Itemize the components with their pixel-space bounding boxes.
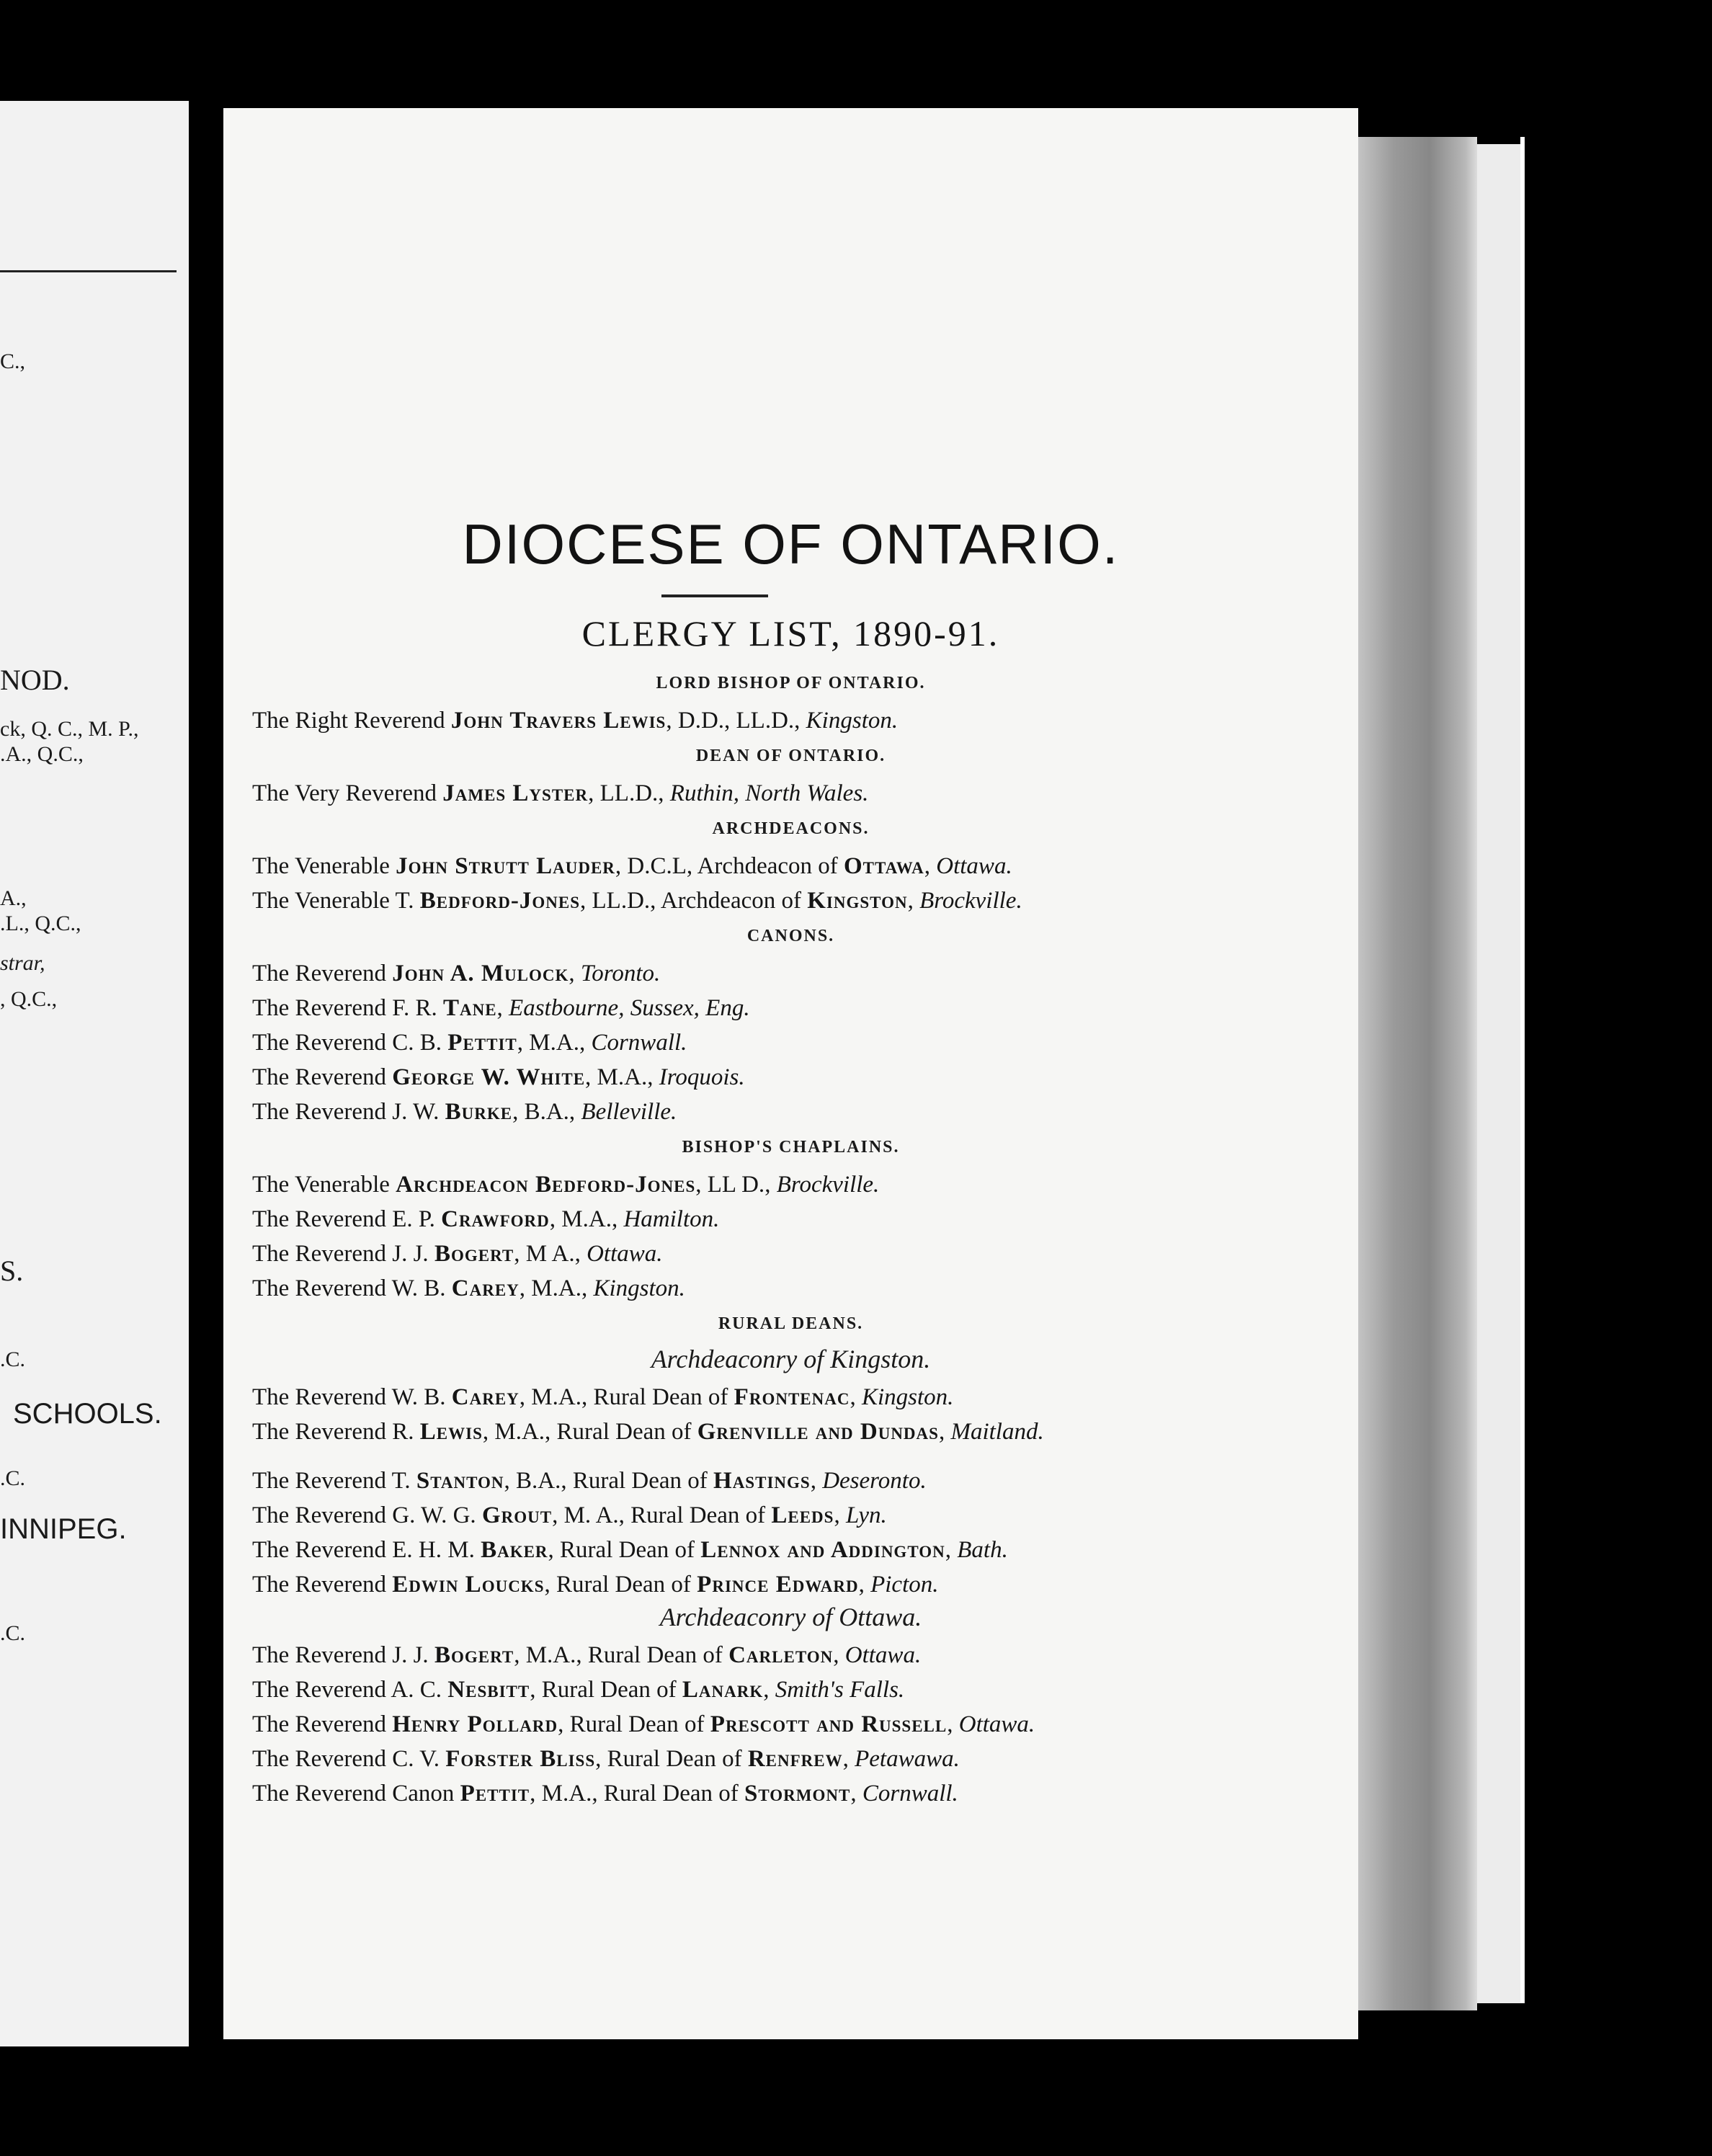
entry-title: The Reverend <box>252 1572 386 1598</box>
clergy-entry: The Reverend G. W. G. Grout, M. A., Rural Dean of Leeds, Lyn. <box>252 1502 887 1528</box>
clergy-location: Belleville. <box>581 1099 677 1125</box>
clergy-credentials: M.A. <box>494 1419 545 1445</box>
entry-jurisdiction: Lennox and Addington <box>700 1537 945 1563</box>
entry-title: The Reverend C. V. <box>252 1746 440 1772</box>
entry-office: , Rural Dean of <box>595 1746 742 1772</box>
clergy-name: Edwin Loucks <box>392 1572 545 1598</box>
clergy-location: Ottawa. <box>587 1241 663 1267</box>
clergy-location: Brockville. <box>776 1172 880 1198</box>
entry-jurisdiction: Lanark <box>682 1677 764 1703</box>
archdeaconry-heading: Archdeaconry of Kingston. <box>651 1345 931 1373</box>
clergy-location: Cornwall. <box>862 1781 958 1807</box>
entry-title: The Reverend R. <box>252 1419 414 1445</box>
clergy-entry: The Reverend R. Lewis, M.A., Rural Dean of Grenville and Dundas, Maitland. <box>252 1419 1044 1445</box>
entry-jurisdiction: Ottawa <box>844 853 924 879</box>
clergy-location: Bath. <box>957 1537 1008 1563</box>
clergy-entry: The Reverend Canon Pettit, M.A., Rural Dean of Stormont, Cornwall. <box>252 1781 958 1807</box>
clergy-name: Forster Bliss <box>445 1746 596 1772</box>
entry-office: , Rural Dean of <box>544 1572 691 1598</box>
entry-title: The Venerable <box>252 853 390 879</box>
clergy-entry: The Very Reverend James Lyster, LL.D., Ruthin, North Wales. <box>252 780 869 806</box>
clergy-credentials: D.D., LL.D. <box>677 708 795 734</box>
entry-title: The Reverend G. W. G. <box>252 1502 476 1528</box>
clergy-location: Picton. <box>870 1572 939 1598</box>
clergy-entry: The Reverend C. B. Pettit, M.A., Cornwall. <box>252 1030 687 1056</box>
clergy-credentials: M.A. <box>531 1384 581 1410</box>
clergy-location: Ruthin, North Wales. <box>669 780 869 806</box>
entry-office: , Rural Dean of <box>581 1384 728 1410</box>
clergy-name: Baker <box>481 1537 548 1563</box>
clergy-entry: The Reverend E. H. M. Baker, Rural Dean of Lennox and Addington, Bath. <box>252 1537 1008 1563</box>
left-fragment: , Q.C., <box>0 987 58 1011</box>
clergy-name: Archdeacon Bedford-Jones <box>396 1172 696 1198</box>
entry-jurisdiction: Hastings <box>713 1468 811 1494</box>
clergy-location: Eastbourne, Sussex, Eng. <box>509 995 750 1021</box>
clergy-credentials: M A. <box>525 1241 575 1267</box>
clergy-entry: The Reverend J. J. Bogert, M.A., Rural Dean of Carleton, Ottawa. <box>252 1642 922 1668</box>
clergy-credentials: M.A. <box>561 1206 612 1232</box>
clergy-location: Ottawa. <box>844 1642 922 1668</box>
entry-title: The Reverend E. P. <box>252 1206 435 1232</box>
clergy-entry: The Right Reverend John Travers Lewis, D.D., LL.D., Kingston. <box>252 708 899 734</box>
clergy-location: Petawawa. <box>855 1746 960 1772</box>
clergy-location: Hamilton. <box>623 1206 720 1232</box>
page-edge <box>1520 137 1525 2003</box>
section-heading: LORD BISHOP OF ONTARIO. <box>656 674 926 692</box>
entry-title: The Reverend <box>252 961 386 986</box>
clergy-location: Kingston. <box>861 1384 954 1410</box>
clergy-entry: The Venerable Archdeacon Bedford-Jones, LL D., Brockville. <box>252 1172 880 1198</box>
clergy-entry: The Venerable T. Bedford-Jones, LL.D., Archdeacon of Kingston, Brockville. <box>252 888 1022 914</box>
entry-jurisdiction: Carleton <box>728 1642 834 1668</box>
title-rule <box>661 594 768 597</box>
clergy-name: Carey <box>451 1275 520 1301</box>
clergy-entry: The Reverend E. P. Crawford, M.A., Hamilton. <box>252 1206 720 1232</box>
left-fragment: S. <box>0 1255 24 1287</box>
clergy-entry: The Reverend T. Stanton, B.A., Rural Dean of Hastings, Deseronto. <box>252 1468 927 1494</box>
clergy-credentials: LL.D. <box>592 888 651 914</box>
clergy-name: Crawford <box>441 1206 550 1232</box>
left-fragment: .C. <box>0 1348 26 1371</box>
clergy-entry: The Reverend John A. Mulock, Toronto. <box>252 961 661 986</box>
left-fragment: .C. <box>0 1621 26 1645</box>
clergy-entry: The Venerable John Strutt Lauder, D.C.L, Archdeacon of Ottawa, Ottawa. <box>252 853 1012 879</box>
clergy-name: Bogert <box>434 1241 514 1267</box>
clergy-name: James Lyster <box>442 780 589 806</box>
clergy-entry: The Reverend W. B. Carey, M.A., Rural Dean of Frontenac, Kingston. <box>252 1384 954 1410</box>
clergy-location: Maitland. <box>950 1419 1044 1445</box>
main-page <box>223 108 1358 2039</box>
left-fragment: C., <box>0 349 26 373</box>
entry-title: The Right Reverend <box>252 708 445 734</box>
clergy-entry: The Reverend A. C. Nesbitt, Rural Dean of Lanark, Smith's Falls. <box>252 1677 905 1703</box>
entry-title: The Reverend T. <box>252 1468 411 1494</box>
entry-office: , Rural Dean of <box>558 1711 705 1737</box>
page-subtitle: CLERGY LIST, 1890-91. <box>581 613 1000 654</box>
clergy-credentials: LL D. <box>707 1172 765 1198</box>
clergy-credentials: B.A. <box>524 1099 569 1125</box>
left-fragment: SCHOOLS. <box>13 1398 162 1430</box>
entry-title: The Reverend <box>252 1064 386 1090</box>
clergy-location: Lyn. <box>845 1502 887 1528</box>
clergy-entry: The Reverend J. W. Burke, B.A., Belleville. <box>252 1099 677 1125</box>
clergy-credentials: M.A. <box>541 1781 592 1807</box>
left-fragment: .C. <box>0 1466 26 1490</box>
page-title: DIOCESE OF ONTARIO. <box>462 512 1120 576</box>
clergy-location: Ottawa. <box>958 1711 1035 1737</box>
entry-title: The Reverend J. W. <box>252 1099 440 1125</box>
clergy-credentials: D.C.L <box>627 853 687 879</box>
entry-title: The Venerable <box>252 1172 390 1198</box>
left-fragment: A., <box>0 886 27 910</box>
clergy-name: Grout <box>481 1502 553 1528</box>
clergy-location: Deseronto. <box>822 1468 927 1494</box>
clergy-entry: The Reverend Henry Pollard, Rural Dean of Prescott and Russell, Ottawa. <box>252 1711 1035 1737</box>
entry-office: , Rural Dean of <box>561 1468 708 1494</box>
entry-title: The Reverend F. R. <box>252 995 437 1021</box>
entry-office: , Archdeacon of <box>686 853 838 879</box>
clergy-location: Kingston. <box>593 1275 685 1301</box>
clergy-entry: The Reverend Edwin Loucks, Rural Dean of Prince Edward, Picton. <box>252 1572 939 1598</box>
entry-jurisdiction: Stormont <box>744 1781 851 1807</box>
clergy-location: Ottawa. <box>936 853 1012 879</box>
clergy-credentials: M. A. <box>563 1502 619 1528</box>
left-page-fragment <box>0 101 189 2046</box>
entry-jurisdiction: Renfrew <box>747 1746 843 1772</box>
left-fragment: .A., Q.C., <box>0 742 84 766</box>
section-heading: ARCHDEACONS. <box>712 819 870 838</box>
entry-jurisdiction: Kingston <box>807 888 908 914</box>
clergy-name: George W. White <box>392 1064 586 1090</box>
clergy-credentials: LL.D. <box>599 780 659 806</box>
page-edge <box>1477 144 1520 2003</box>
clergy-name: John Travers Lewis <box>450 708 666 734</box>
clergy-location: Smith's Falls. <box>775 1677 905 1703</box>
clergy-name: Henry Pollard <box>392 1711 558 1737</box>
clergy-name: Pettit <box>447 1030 517 1056</box>
clergy-credentials: M.A. <box>529 1030 579 1056</box>
left-page-rule <box>0 270 177 272</box>
clergy-credentials: M.A. <box>531 1275 581 1301</box>
entry-title: The Reverend A. C. <box>252 1677 442 1703</box>
left-fragment: NOD. <box>0 664 70 696</box>
entry-title: The Very Reverend <box>252 780 437 806</box>
entry-title: The Reverend <box>252 1711 386 1737</box>
entry-title: The Reverend C. B. <box>252 1030 442 1056</box>
clergy-entry: The Reverend W. B. Carey, M.A., Kingston. <box>252 1275 685 1301</box>
clergy-location: Toronto. <box>580 961 661 986</box>
entry-title: The Reverend J. J. <box>252 1241 429 1267</box>
clergy-name: Stanton <box>416 1468 504 1494</box>
clergy-entry: The Reverend George W. White, M.A., Iroquois. <box>252 1064 745 1090</box>
clergy-credentials: M.A. <box>525 1642 576 1668</box>
section-heading: CANONS. <box>746 927 835 945</box>
left-fragment: ck, Q. C., M. P., <box>0 717 139 741</box>
entry-jurisdiction: Frontenac <box>734 1384 850 1410</box>
clergy-name: Nesbitt <box>447 1677 530 1703</box>
clergy-name: Tane <box>442 995 497 1021</box>
clergy-name: Bogert <box>434 1642 514 1668</box>
section-heading: RURAL DEANS. <box>718 1314 864 1333</box>
entry-jurisdiction: Prescott and Russell <box>710 1711 948 1737</box>
clergy-name: Pettit <box>460 1781 530 1807</box>
entry-title: The Venerable T. <box>252 888 414 914</box>
entry-title: The Reverend W. B. <box>252 1384 446 1410</box>
entry-title: The Reverend W. B. <box>252 1275 446 1301</box>
left-fragment: strar, <box>0 951 45 975</box>
entry-title: The Reverend E. H. M. <box>252 1537 475 1563</box>
entry-jurisdiction: Prince Edward <box>697 1572 859 1598</box>
clergy-entry: The Reverend C. V. Forster Bliss, Rural Dean of Renfrew, Petawawa. <box>252 1746 960 1772</box>
clergy-location: Iroquois. <box>659 1064 745 1090</box>
clergy-location: Brockville. <box>919 888 1022 914</box>
clergy-name: John Strutt Lauder <box>396 853 615 879</box>
archdeaconry-heading: Archdeaconry of Ottawa. <box>659 1603 922 1631</box>
entry-title: The Reverend Canon <box>252 1781 455 1807</box>
section-heading: BISHOP'S CHAPLAINS. <box>682 1138 900 1157</box>
book-gutter <box>189 108 223 2039</box>
clergy-entry: The Reverend J. J. Bogert, M A., Ottawa. <box>252 1241 663 1267</box>
clergy-name: Lewis <box>419 1419 483 1445</box>
clergy-credentials: M.A. <box>597 1064 648 1090</box>
entry-office: , Rural Dean of <box>618 1502 766 1528</box>
clergy-name: John A. Mulock <box>392 961 569 986</box>
clergy-name: Bedford-Jones <box>419 888 580 914</box>
entry-office: , Archdeacon of <box>650 888 801 914</box>
entry-office: , Rural Dean of <box>576 1642 723 1668</box>
entry-office: , Rural Dean of <box>592 1781 739 1807</box>
clergy-location: Cornwall. <box>591 1030 687 1056</box>
entry-jurisdiction: Grenville and Dundas <box>697 1419 939 1445</box>
clergy-entry: The Reverend F. R. Tane, Eastbourne, Sussex, Eng. <box>252 995 750 1021</box>
left-fragment: INNIPEG. <box>0 1513 127 1545</box>
entry-jurisdiction: Leeds <box>771 1502 834 1528</box>
clergy-location: Kingston. <box>806 708 899 734</box>
entry-office: , Rural Dean of <box>545 1419 692 1445</box>
clergy-name: Carey <box>451 1384 520 1410</box>
page-edge <box>1358 137 1477 2010</box>
clergy-name: Burke <box>445 1099 513 1125</box>
clergy-credentials: B.A. <box>516 1468 561 1494</box>
entry-office: , Rural Dean of <box>530 1677 677 1703</box>
entry-title: The Reverend J. J. <box>252 1642 429 1668</box>
left-fragment: .L., Q.C., <box>0 912 81 935</box>
section-heading: DEAN OF ONTARIO. <box>695 747 886 765</box>
entry-office: , Rural Dean of <box>548 1537 695 1563</box>
